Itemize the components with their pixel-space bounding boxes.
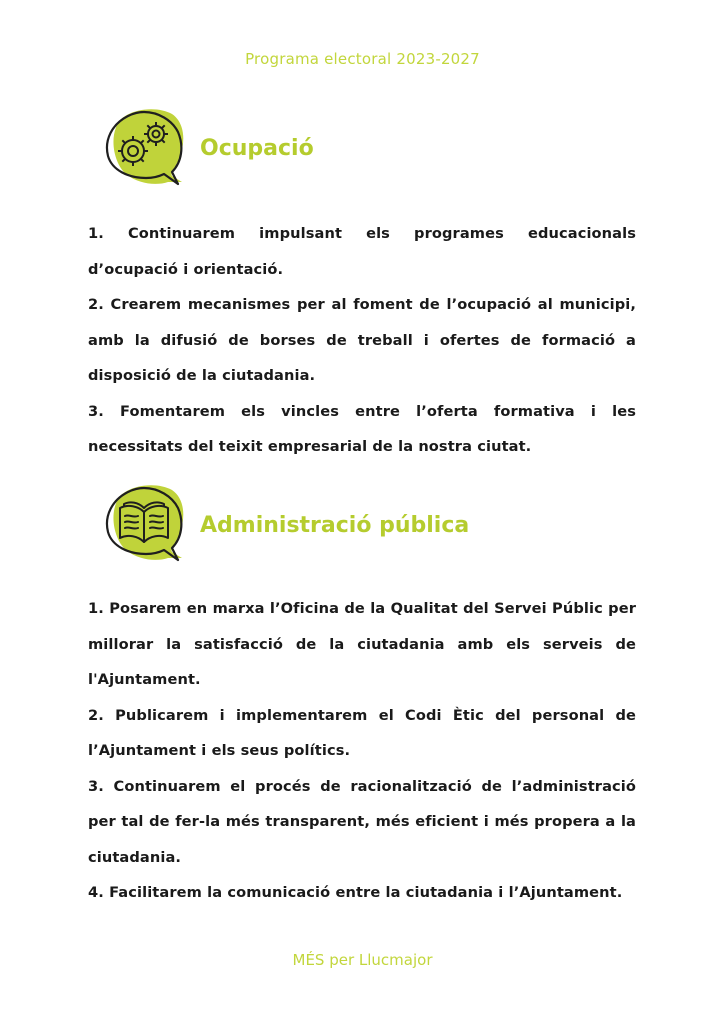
section-heading-administracio bbox=[98, 482, 598, 568]
document-footer: MÉS per Llucmajor bbox=[292, 951, 433, 969]
section-heading-ocupacio bbox=[98, 106, 598, 192]
section-items-ocupacio bbox=[88, 216, 636, 465]
list-item: 4. Facilitarem la comunicació entre la ciutadania i l’Ajuntament. bbox=[88, 884, 623, 901]
list-item: 1. Posarem en marxa l’Oficina de la Qualitat del Servei Públic per millorar la satisfacció de la ciutadania amb els serveis de l'Ajuntament. bbox=[88, 600, 636, 688]
section-items-administracio bbox=[88, 591, 636, 911]
section-title: Administració pública bbox=[200, 513, 470, 538]
book-speech-bubble-icon bbox=[98, 482, 188, 568]
list-item: 3. Fomentarem els vincles entre l’oferta formativa i les necessitats del teixit empresarial de la nostra ciutat. bbox=[88, 402, 636, 455]
gears-speech-bubble-icon bbox=[98, 106, 188, 192]
list-item: 2. Publicarem i implementarem el Codi Ètic del personal de l’Ajuntament i els seus polítics. bbox=[88, 706, 636, 759]
list-item: 3. Continuarem el procés de racionalització de l’administració per tal de fer-la més transparent, més eficient i més propera a la ciutadania. bbox=[88, 777, 636, 866]
document-header: Programa electoral 2023-2027 bbox=[245, 50, 480, 68]
section-title: Ocupació bbox=[200, 136, 314, 161]
list-item: 1. Continuarem impulsant els programes educacionals d’ocupació i orientació. bbox=[88, 225, 636, 278]
list-item: 2. Crearem mecanismes per al foment de l’ocupació al municipi, amb la difusió de borses de treball i ofertes de formació a disposició de la ciutadania. bbox=[88, 296, 636, 384]
